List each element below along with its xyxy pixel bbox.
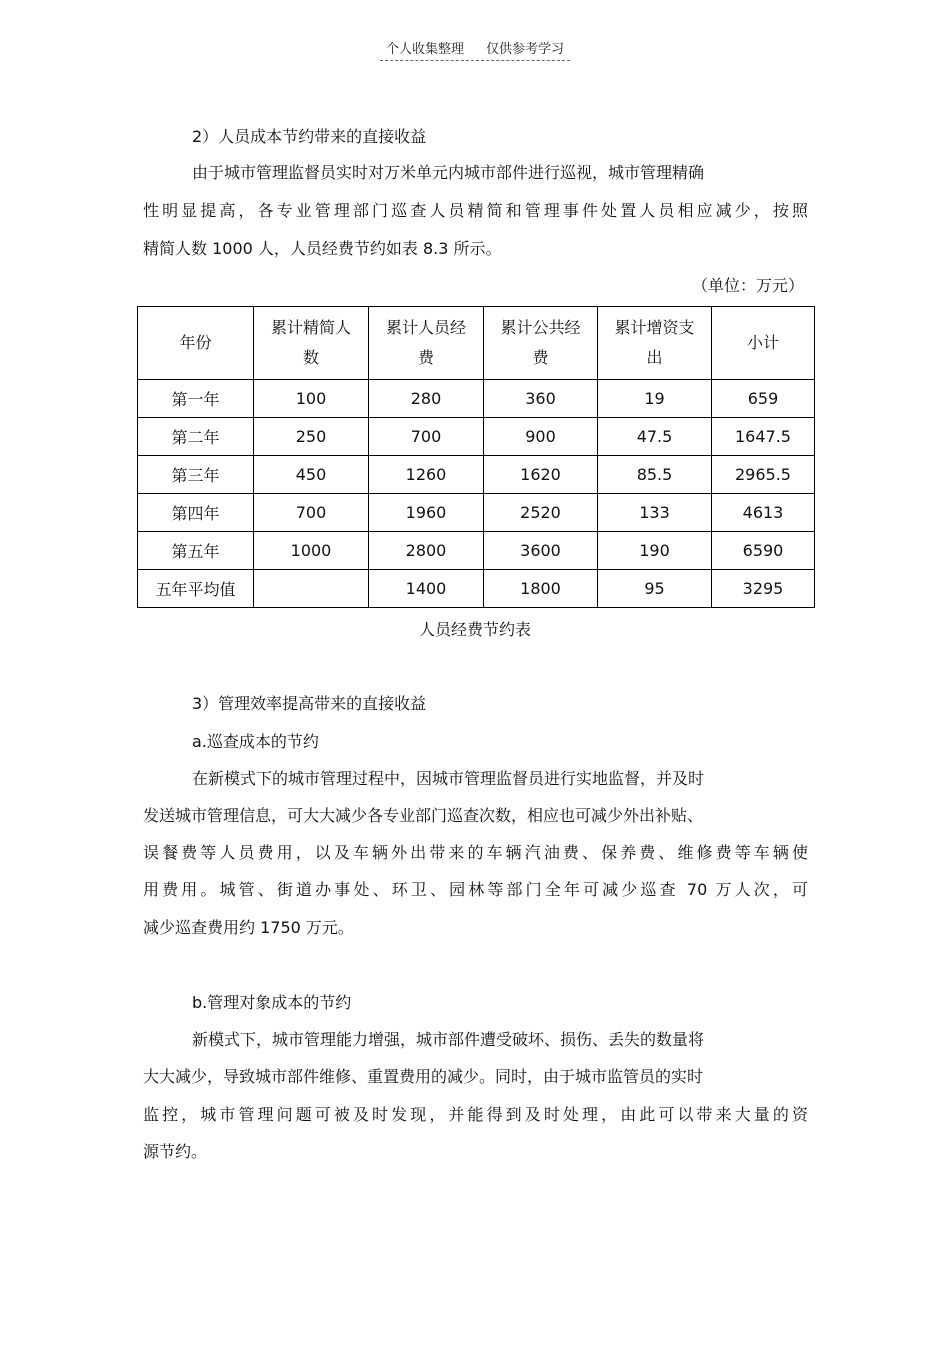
header-right-text: 仅供参考学习: [486, 42, 565, 57]
table-cell: 1620: [484, 456, 598, 494]
table-row: [138, 570, 815, 608]
table-row: [138, 380, 815, 418]
table-cell: [254, 570, 369, 608]
table-cell: 2965.5: [712, 456, 815, 494]
table-cell: 659: [712, 380, 815, 418]
section3b-line-3: 监控，城市管理问题可被及时发现，并能得到及时处理，由此可以带来大量的资: [143, 1105, 808, 1124]
table-row: [138, 418, 815, 456]
section3b-line-4: 源节约。: [143, 1142, 208, 1161]
header-left-text: 个人收集整理: [385, 42, 464, 57]
table-cell: 4613: [712, 494, 815, 532]
section3a-line-4: 用费用。城管、街道办事处、环卫、园林等部门全年可减少巡查 70 万人次，可: [143, 880, 808, 899]
table-row: [138, 494, 815, 532]
table-header-cell: 小计: [712, 307, 815, 380]
table-row: [138, 532, 815, 570]
table-header-row: [138, 307, 815, 380]
table-cell: 第五年: [138, 532, 254, 570]
table-cell: 700: [369, 418, 484, 456]
personnel-cost-table: [137, 306, 815, 608]
section3a-line-2: 发送城市管理信息，可大大减少各专业部门巡查次数，相应也可减少外出补贴、: [143, 806, 704, 825]
table-cell: 250: [254, 418, 369, 456]
table-cell: 100: [254, 380, 369, 418]
section3a-line-3: 误餐费等人员费用，以及车辆外出带来的车辆汽油费、保养费、维修费等车辆使: [143, 843, 808, 862]
table-cell: 3295: [712, 570, 815, 608]
table-cell: 280: [369, 380, 484, 418]
table-header-cell: 累计精简人数: [254, 307, 369, 380]
table-cell: 190: [598, 532, 712, 570]
section3-subheading-a: a.巡查成本的节约: [192, 732, 319, 751]
section3b-line-2: 大大减少，导致城市部件维修、重置费用的减少。同时，由于城市监管员的实时: [143, 1067, 704, 1086]
table-cell: 2520: [484, 494, 598, 532]
table-cell: 五年平均值: [138, 570, 254, 608]
unit-label: （单位：万元）: [691, 276, 804, 295]
table-header-cell: 累计公共经费: [484, 307, 598, 380]
table-cell: 第一年: [138, 380, 254, 418]
table-cell: 19: [598, 380, 712, 418]
table-cell: 360: [484, 380, 598, 418]
table-cell: 1647.5: [712, 418, 815, 456]
table-cell: 900: [484, 418, 598, 456]
table-header-cell: 年份: [138, 307, 254, 380]
section2-line-3: 精简人数 1000 人，人员经费节约如表 8.3 所示。: [143, 239, 502, 258]
table-caption: 人员经费节约表: [418, 620, 531, 639]
table-cell: 6590: [712, 532, 815, 570]
table-row: [138, 456, 815, 494]
table-cell: 85.5: [598, 456, 712, 494]
section2-line-2: 性明显提高，各专业管理部门巡查人员精简和管理事件处置人员相应减少，按照: [143, 201, 808, 220]
page-header: [0, 38, 950, 61]
table-cell: 450: [254, 456, 369, 494]
table-cell: 1960: [369, 494, 484, 532]
section3-heading: 3）管理效率提高带来的直接收益: [192, 694, 427, 713]
table-cell: 1000: [254, 532, 369, 570]
table-cell: 47.5: [598, 418, 712, 456]
table-cell: 133: [598, 494, 712, 532]
table-cell: 700: [254, 494, 369, 532]
table-header-cell: 累计人员经费: [369, 307, 484, 380]
table-cell: 3600: [484, 532, 598, 570]
table-cell: 95: [598, 570, 712, 608]
section2-heading: 2）人员成本节约带来的直接收益: [192, 127, 427, 146]
table-cell: 2800: [369, 532, 484, 570]
table-header-cell: 累计增资支出: [598, 307, 712, 380]
table-cell: 1800: [484, 570, 598, 608]
table-cell: 第三年: [138, 456, 254, 494]
table-cell: 1400: [369, 570, 484, 608]
section3a-line-5: 减少巡查费用约 1750 万元。: [143, 918, 354, 937]
section3-subheading-b: b.管理对象成本的节约: [192, 993, 352, 1012]
table-cell: 第四年: [138, 494, 254, 532]
section3b-line-1: 新模式下，城市管理能力增强，城市部件遭受破坏、损伤、丢失的数量将: [192, 1030, 705, 1049]
section3a-line-1: 在新模式下的城市管理过程中，因城市管理监督员进行实地监督，并及时: [192, 769, 705, 788]
table-cell: 1260: [369, 456, 484, 494]
section2-line-1: 由于城市管理监督员实时对万米单元内城市部件进行巡视，城市管理精确: [192, 163, 705, 182]
table-cell: 第二年: [138, 418, 254, 456]
